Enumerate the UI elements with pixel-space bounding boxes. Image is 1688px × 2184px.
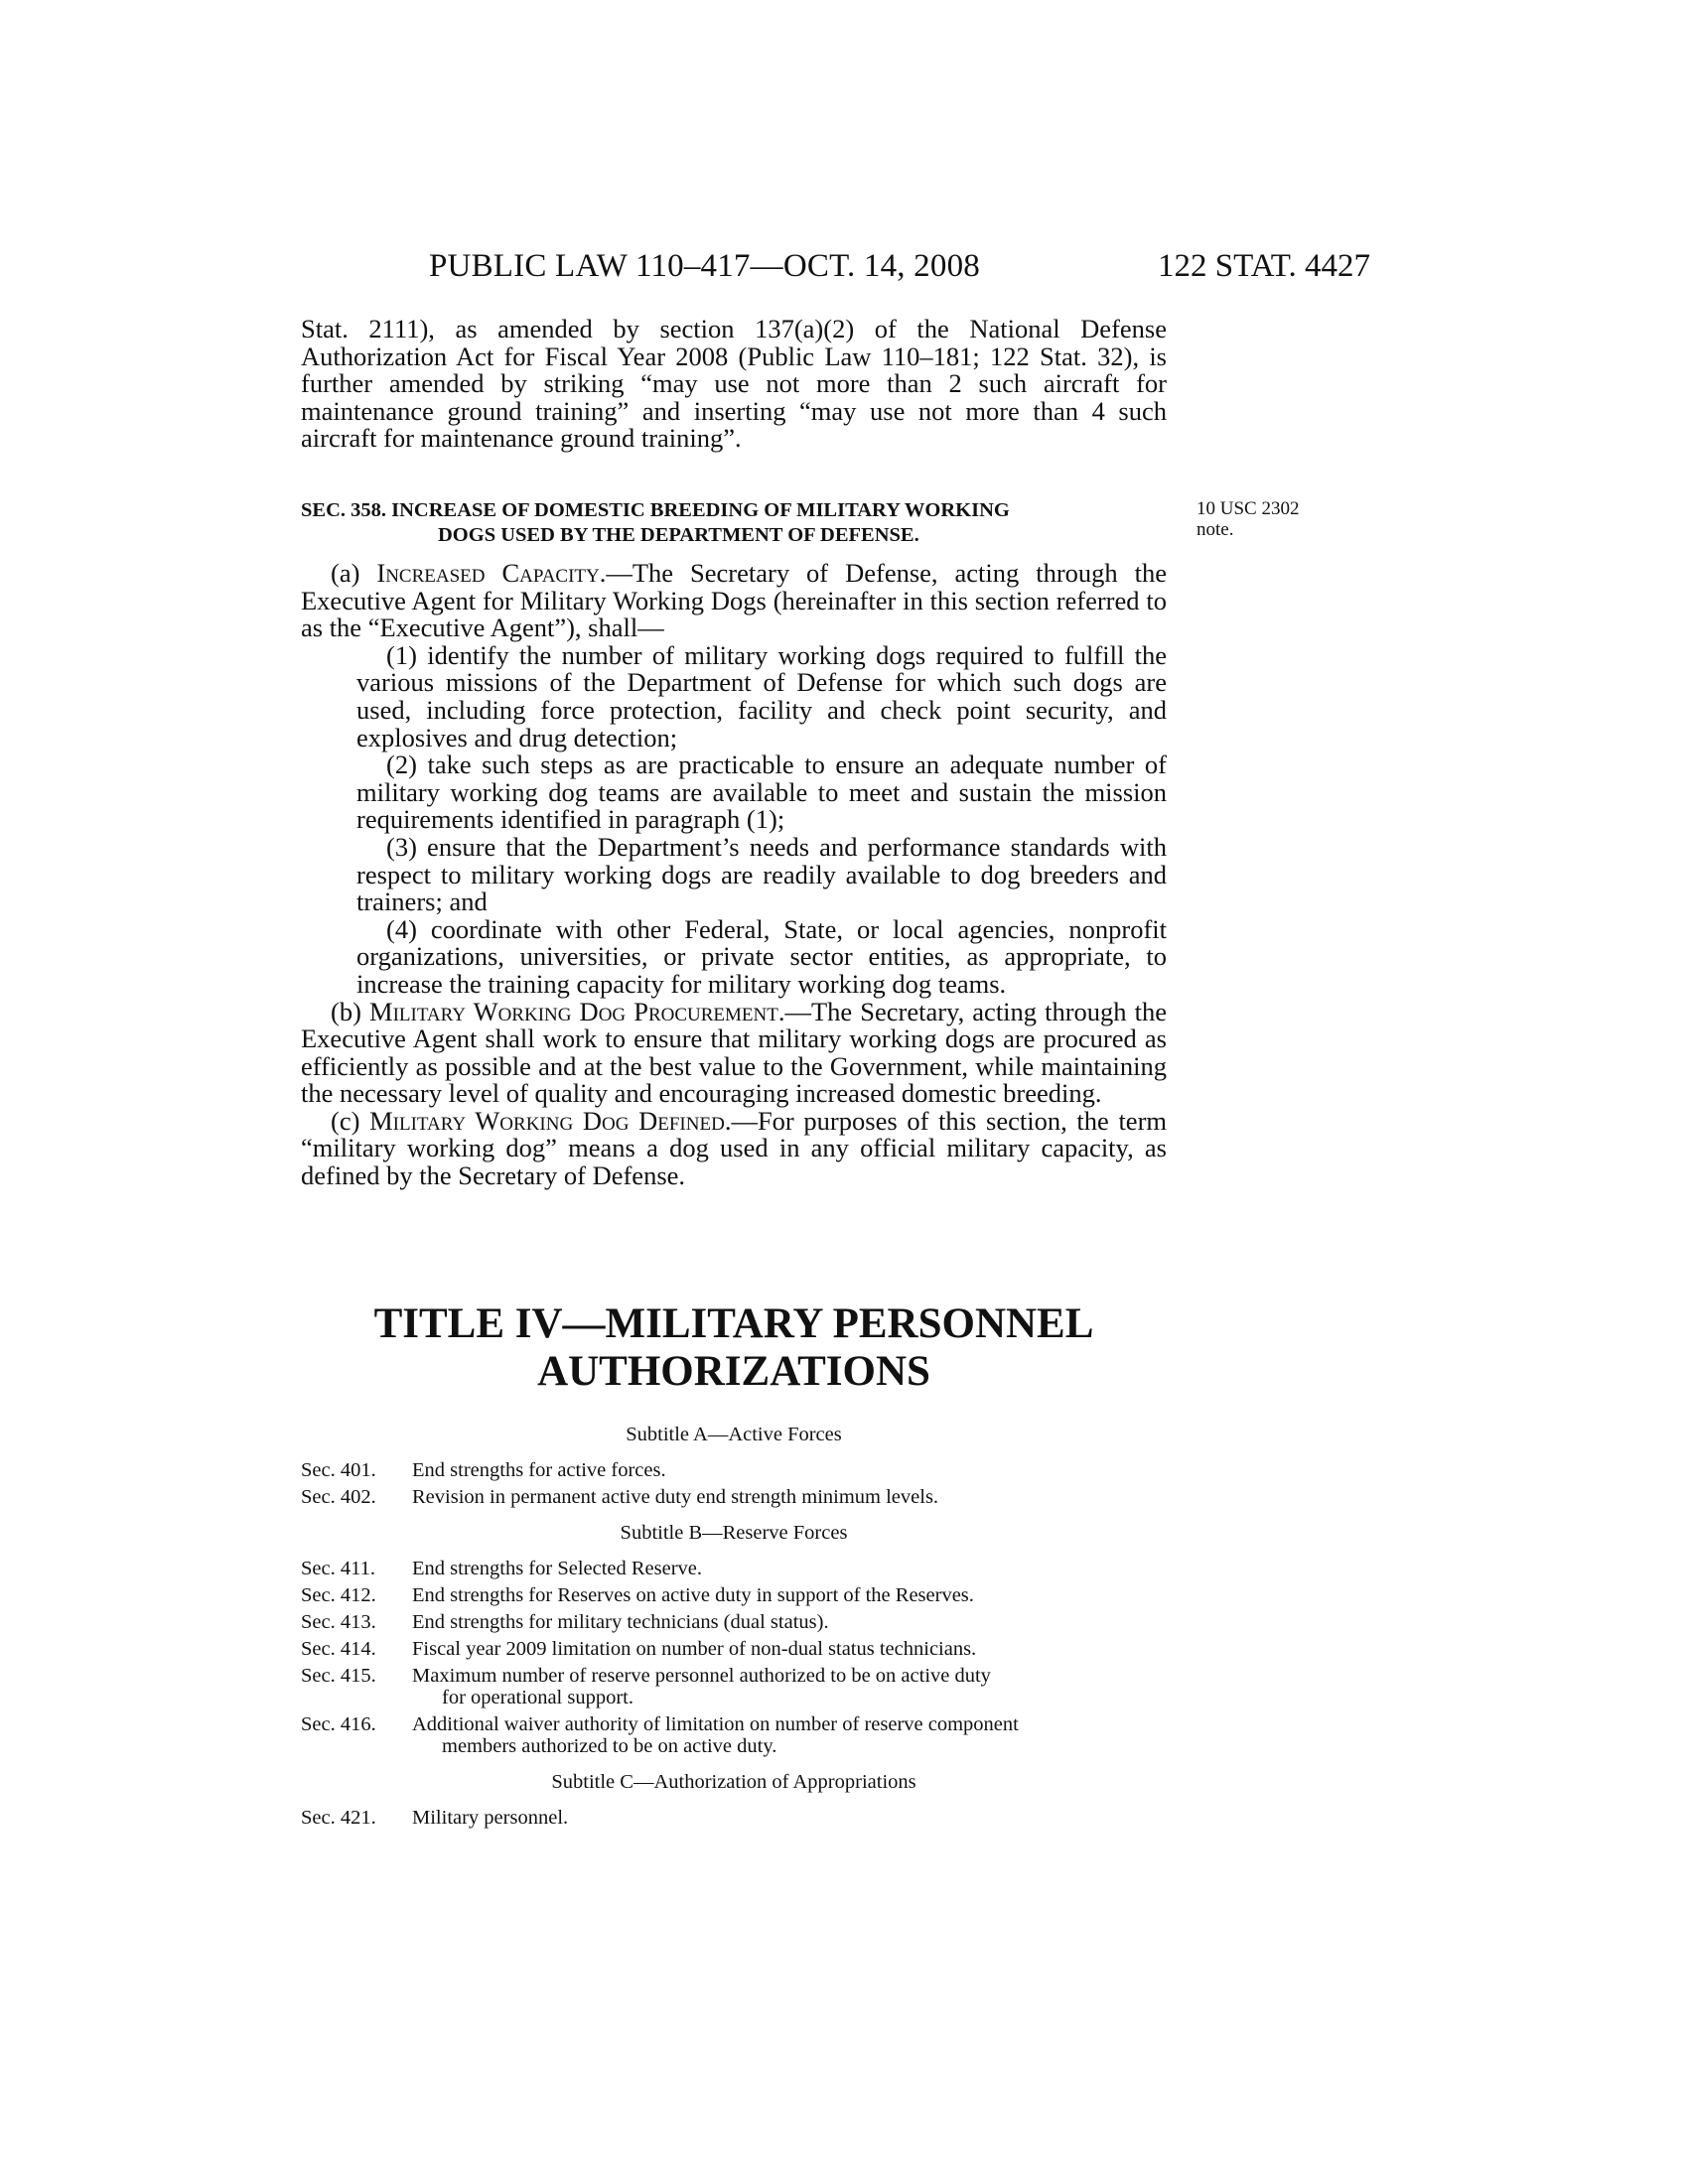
- subsection-a: [301, 560, 1167, 642]
- toc-section-number: Sec. 411.: [301, 1558, 375, 1579]
- toc-entry: [301, 1665, 1167, 1708]
- section-heading: [301, 498, 1167, 548]
- title-heading: [301, 1300, 1167, 1396]
- section-number: SEC. 358.: [301, 499, 387, 521]
- list-item: (2) take such steps as are practicable to ensure an adequate number of military working dog teams are available to meet and sustain the mission requirements identified in paragraph (1);: [356, 750, 1167, 835]
- margin-note-citation: 10 USC 2302: [1196, 498, 1300, 519]
- subtitle-c-heading: Subtitle C—Authorization of Appropriations: [551, 1771, 916, 1793]
- toc-section-number: Sec. 416.: [301, 1713, 376, 1735]
- toc-entry: [301, 1459, 1167, 1481]
- subtitle-b-heading: Subtitle B—Reserve Forces: [620, 1522, 848, 1544]
- toc-section-title-line2: for operational support.: [442, 1687, 633, 1708]
- toc-section-title: End strengths for active forces.: [412, 1459, 666, 1481]
- toc-section-title: Fiscal year 2009 limitation on number of non-dual status technicians.: [412, 1638, 977, 1660]
- toc-section-number: Sec. 421.: [301, 1807, 376, 1829]
- section-heading-line1: INCREASE OF DOMESTIC BREEDING OF MILITARY WORKING: [391, 499, 1010, 521]
- toc-entry: [301, 1486, 1167, 1508]
- running-head: [298, 246, 1370, 286]
- section-heading-line2: DOGS USED BY THE DEPARTMENT OF DEFENSE.: [438, 524, 919, 546]
- list-item: (1) identify the number of military working dogs required to fulfill the various missions of the Department of Defense for which such dogs are used, including force protection, facility and check point security, and explosives and drug detection;: [356, 639, 1167, 752]
- subsection-a-label: (a): [331, 558, 360, 588]
- intro-block: [301, 316, 1167, 453]
- subsection-c-heading: Military Working Dog Defined: [369, 1105, 725, 1136]
- toc-section-title: Revision in permanent active duty end strength minimum levels.: [412, 1486, 939, 1508]
- subsection-b: [301, 996, 1168, 1109]
- toc-section-number: Sec. 414.: [301, 1638, 376, 1660]
- toc-entry: [301, 1713, 1167, 1757]
- subsection-c-label: (c): [331, 1105, 360, 1136]
- stat-page-number: 122 STAT. 4427: [1157, 248, 1370, 284]
- subsection-a-text: .—The Secretary of Defense, acting through the Executive Agent for Military Working Dogs (hereinafter in this section referred to as the “Executive Agent”), shall—: [301, 558, 1167, 643]
- section-358: [301, 498, 1167, 1190]
- public-law-header: PUBLIC LAW 110–417—OCT. 14, 2008: [429, 248, 980, 284]
- subtitle-a-heading: Subtitle A—Active Forces: [626, 1424, 842, 1445]
- subsection-c: [301, 1105, 1168, 1191]
- toc-section-title: [412, 1713, 1167, 1757]
- toc-entry: [301, 1807, 1167, 1829]
- title-line2: AUTHORIZATIONS: [537, 1348, 930, 1395]
- margin-note: [1196, 498, 1355, 540]
- subsection-b-text: .—The Secretary, acting through the Executive Agent shall work to ensure that military working dogs are procured as efficiently as possible and at the best value to the Government, while maintaining the necessary level of quality and encouraging increased domestic breeding.: [301, 996, 1168, 1109]
- toc-section-number: Sec. 402.: [301, 1486, 376, 1508]
- toc-section-title: End strengths for Reserves on active duty in support of the Reserves.: [412, 1584, 974, 1606]
- subsection-b-heading: Military Working Dog Procurement: [369, 996, 778, 1026]
- subsection-c-text: .—For purposes of this section, the term “military working dog” means a dog used in any official military capacity, as defined by the Secretary of Defense.: [301, 1105, 1168, 1191]
- subsection-a-heading: Increased Capacity: [376, 558, 600, 588]
- toc-entry: [301, 1584, 1167, 1606]
- toc-section-number: Sec. 412.: [301, 1584, 376, 1606]
- toc-section-title-line1: Additional waiver authority of limitation on number of reserve component: [412, 1713, 1019, 1735]
- toc-entry: [301, 1611, 1167, 1633]
- title-line1: TITLE IV—MILITARY PERSONNEL: [373, 1300, 1094, 1347]
- toc-section-title: [412, 1665, 1167, 1708]
- toc-entry: [301, 1638, 1167, 1660]
- intro-paragraph: Stat. 2111), as amended by section 137(a)(2) of the National Defense Authorization Act for Fiscal Year 2008 (Public Law 110–181; 122 Stat. 32), is further amended by striking “may use not more than 2 such aircraft for maintenance ground training” and inserting “may use not more than 4 such aircraft for maintenance ground training”.: [301, 314, 1167, 454]
- list-item: (4) coordinate with other Federal, State, or local agencies, nonprofit organizations, universities, or private sector entities, as appropriate, to increase the training capacity for military working dog teams.: [356, 913, 1167, 999]
- toc-section-title: Military personnel.: [412, 1807, 569, 1829]
- list-item: (3) ensure that the Department’s needs and performance standards with respect to military working dogs are readily available to dog breeders and trainers; and: [356, 831, 1167, 917]
- toc-section-title: End strengths for Selected Reserve.: [412, 1558, 703, 1579]
- subsection-b-label: (b): [331, 996, 361, 1026]
- toc-section-number: Sec. 401.: [301, 1459, 376, 1481]
- toc-section-title-line1: Maximum number of reserve personnel authorized to be on active duty: [412, 1665, 991, 1687]
- title-toc: [301, 1424, 1167, 1829]
- toc-section-number: Sec. 415.: [301, 1665, 376, 1687]
- toc-section-title: End strengths for military technicians (dual status).: [412, 1611, 829, 1633]
- toc-section-number: Sec. 413.: [301, 1611, 376, 1633]
- toc-entry: [301, 1558, 1167, 1579]
- margin-note-suffix: note.: [1196, 519, 1234, 540]
- toc-section-title-line2: members authorized to be on active duty.: [442, 1735, 777, 1757]
